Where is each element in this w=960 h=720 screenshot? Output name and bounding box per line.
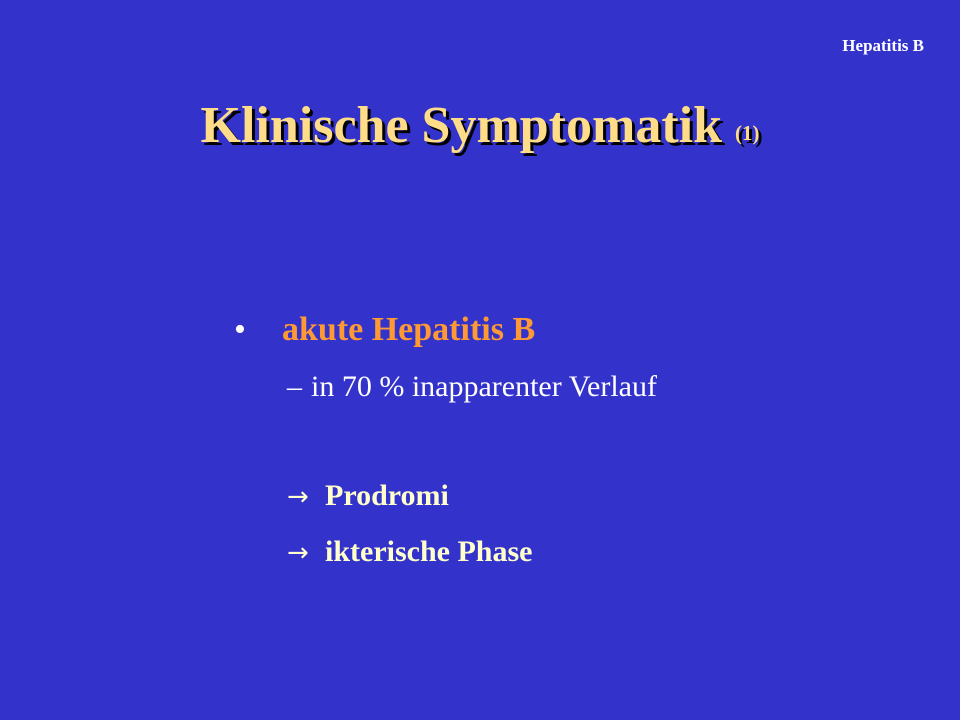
arrow-item-prodromi [287,476,449,517]
header-label: Hepatitis B [842,36,924,55]
slide-title [0,94,960,165]
arrow-item-ikterische-phase [287,532,532,573]
bullet-icon: • [234,311,246,348]
dash-icon: – [287,370,302,403]
sub-item-text: in 70 % inapparenter Verlauf [311,370,657,403]
arrow-item-text: ikterische Phase [325,535,533,568]
bullet-text: akute Hepatitis B [282,311,536,348]
right-arrow-icon: → [287,482,309,512]
slide-title-number: (1) [735,121,760,145]
slide-title-text: Klinische Symptomatik [200,97,722,154]
sub-item [287,367,657,407]
bullet-item [234,308,535,352]
arrow-item-text: Prodromi [325,479,449,512]
right-arrow-icon: → [287,538,309,568]
